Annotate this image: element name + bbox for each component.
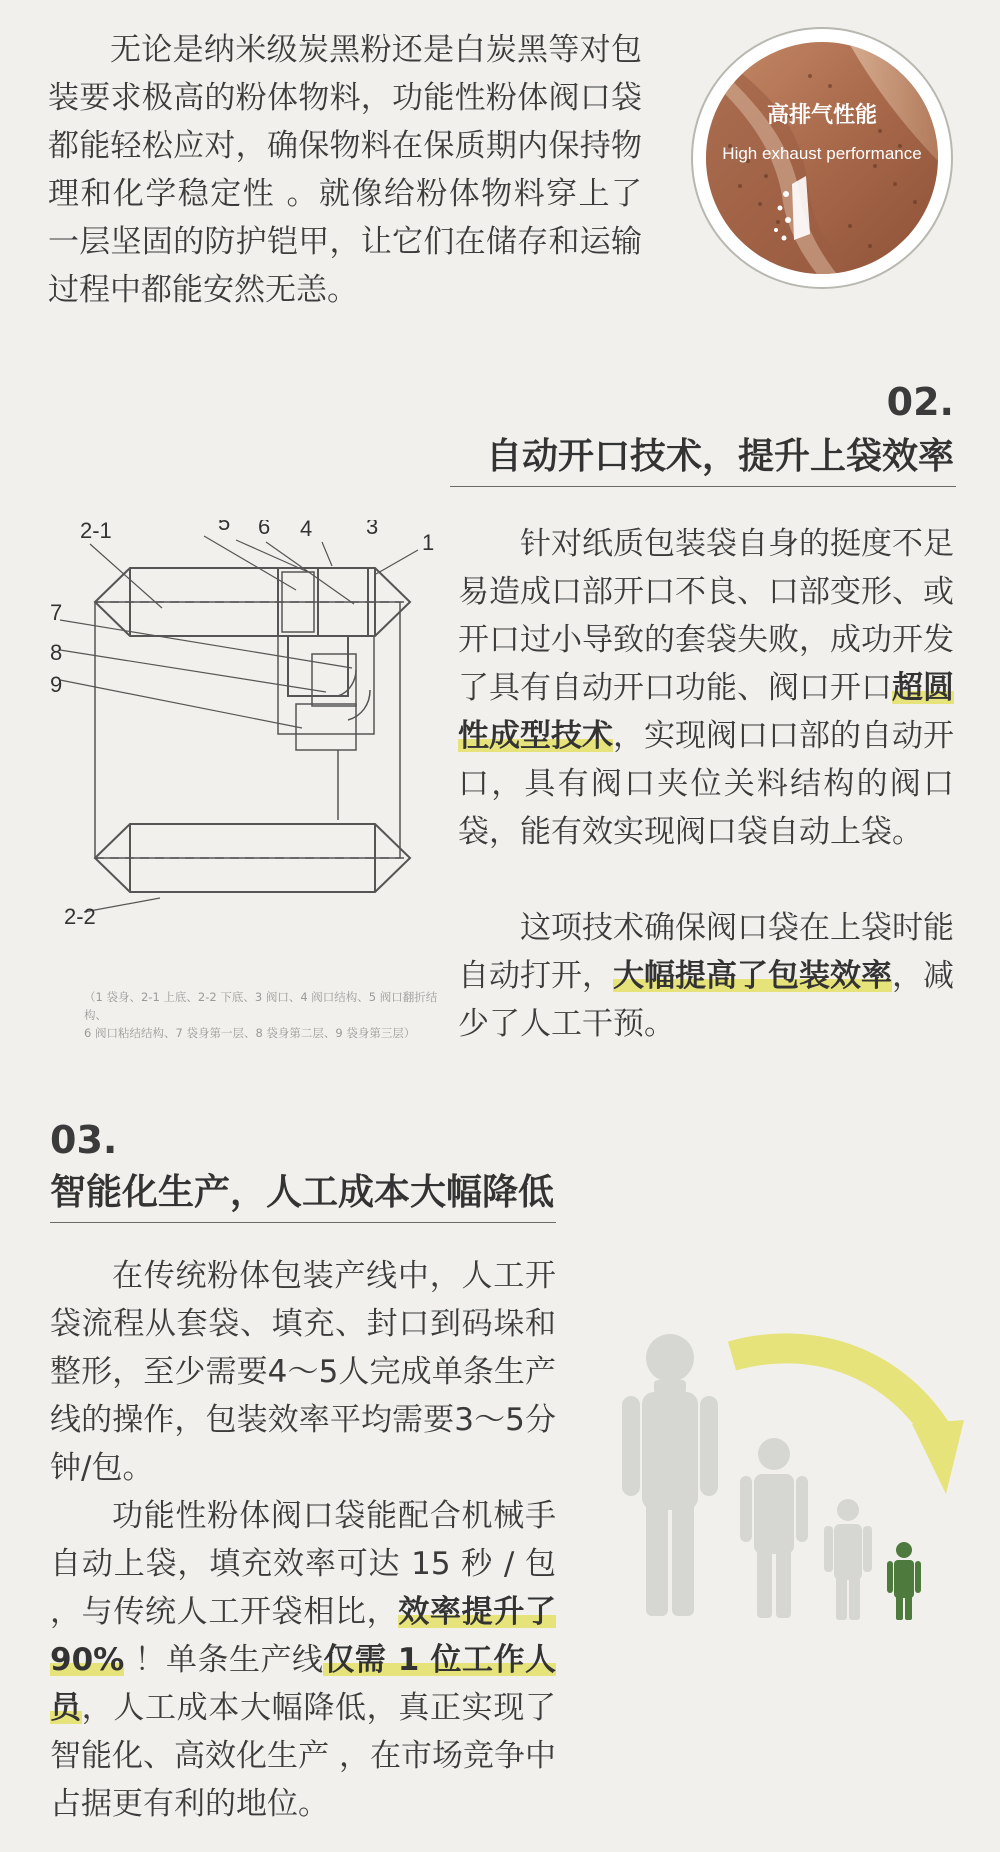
label-9: 9 (50, 672, 63, 697)
workforce-reduction-illustration (600, 1320, 980, 1650)
s2p2-highlight: 大幅提高了包装效率 (613, 958, 892, 994)
caption-line-2: 6 阀口粘结结构、7 袋身第一层、8 袋身第二层、9 袋身第三层） (84, 1026, 416, 1040)
diagram-caption (84, 988, 444, 1042)
s3p2-text-c: ，人工成本大幅降低，真正实现了智能化、高效化生产 ，在市场竞争中占据更有利的地位。 (50, 1690, 557, 1822)
s3p2-highlight-1: 效率提升了 90% (50, 1594, 557, 1678)
section-03-paragraph-1: 在传统粉体包装产线中，人工开袋流程从套袋、填充、封口到码垛和整形，至少需要4～5人完成单条生产线的操作，包装效率平均需要3～5分钟/包。 (50, 1258, 556, 1486)
s2p2-text-b: ，减少了人工干预。 (458, 958, 954, 1042)
section-03-paragraph-2 (50, 1492, 556, 1828)
label-1: 1 (422, 530, 435, 555)
s2p1-text-b: ，实现阀口口部的自动开口，具有阀口夹位关料结构的阀口袋，能有效实现阀口袋自动上袋。 (458, 718, 954, 850)
section-02-paragraph-2 (458, 904, 954, 1048)
person-small-icon (824, 1499, 872, 1620)
high-exhaust-badge (690, 26, 954, 290)
label-2-1: 2-1 (80, 520, 112, 543)
valve-bag-diagram (50, 520, 450, 940)
s3p2-text-a: 功能性粉体阀口袋能配合机械手自动上袋，填充效率可达 15 秒 / 包 ，与传统人工开袋相比， (50, 1498, 556, 1630)
section-02-divider (450, 486, 956, 487)
s2p1-highlight: 超圆性成型技术 (458, 670, 954, 754)
s2p1-text-a: 针对纸质包装袋自身的挺度不足易造成口部开口不良、口部变形、或开口过小导致的套袋失败，成功开发了具有自动开口功能、阀口开口 (458, 526, 954, 706)
valve-bag-structure-drawing (50, 520, 450, 940)
intro-paragraph: 无论是纳米级炭黑粉还是白炭黑等对包装要求极高的粉体物料，功能性粉体阀口袋都能轻松应对，确保物料在保质期内保持物理和化学稳定性 。就像给粉体物料穿上了一层坚固的防护铠甲，让它们在储存和运输过程中都能安然无恙。 (48, 32, 642, 308)
person-green-icon (887, 1542, 921, 1620)
section-03-number: 03. (50, 1118, 118, 1162)
s3p2-text-b: ！单条生产线 (124, 1642, 324, 1678)
s2p2-text-a: 这项技术确保阀口袋在上袋时能自动打开， (458, 910, 954, 994)
person-large-icon (622, 1334, 718, 1616)
section-02-title: 自动开口技术，提升上袋效率 (485, 436, 954, 477)
person-medium-icon (740, 1438, 808, 1618)
label-4: 4 (300, 520, 313, 541)
s3p2-highlight-2: 仅需 1 位工作人员 (50, 1642, 556, 1726)
badge-title: 高排气性能 (766, 103, 877, 128)
label-5: 5 (218, 520, 231, 535)
label-8: 8 (50, 640, 63, 665)
caption-line-1: （1 袋身、2-1 上底、2-2 下底、3 阀口、4 阀口结构、5 阀口翻折结构、 (84, 990, 438, 1022)
section-02-paragraph-1 (458, 520, 954, 856)
label-2-2: 2-2 (64, 904, 96, 929)
section-03-divider (50, 1222, 556, 1223)
label-7: 7 (50, 600, 63, 625)
label-6: 6 (258, 520, 271, 539)
section-02-number: 02. (886, 380, 954, 424)
badge-subtitle: High exhaust performance (722, 144, 922, 163)
section-03-title: 智能化生产，人工成本大幅降低 (50, 1172, 555, 1213)
label-3: 3 (366, 520, 379, 539)
people-decrease-icon (600, 1320, 980, 1650)
